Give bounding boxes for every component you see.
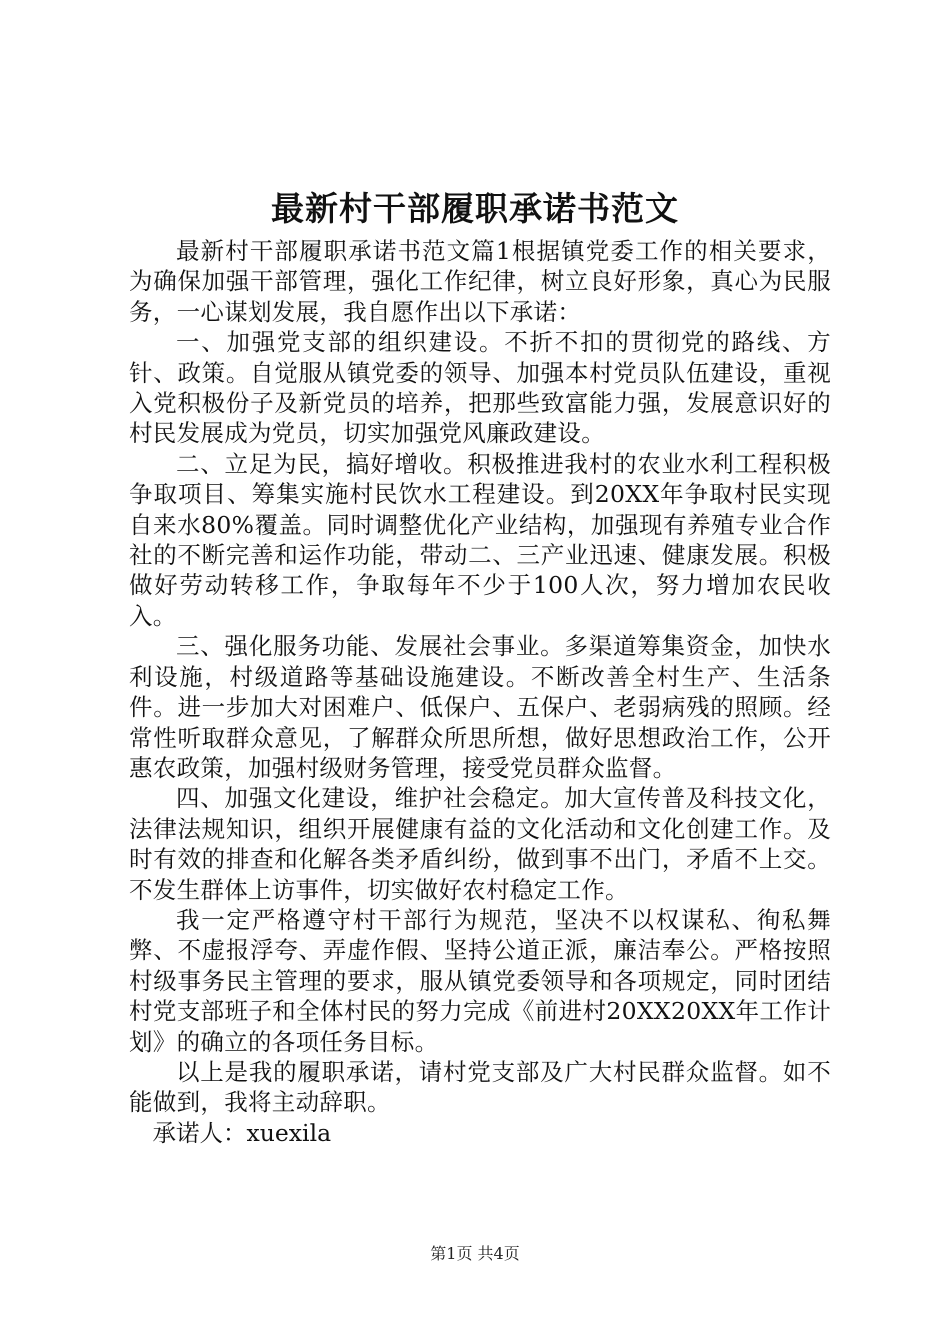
paragraph-item-4: 四、加强文化建设，维护社会稳定。加大宣传普及科技文化，法律法规知识，组织开展健康有益的文化活动和文化创建工作。及时有效的排查和化解各类矛盾纠纷，做到事不出门，矛盾不上交。不发生群体上访事件，切实做好农村稳定工作。 xyxy=(129,784,831,904)
paragraph-item-2: 二、立足为民，搞好增收。积极推进我村的农业水利工程积极争取项目、筹集实施村民饮水工程建设。到20XX年争取村民实现自来水80%覆盖。同时调整优化产业结构，加强现有养殖专业合作社的不断完善和运作功能，带动二、三产业迅速、健康发展。积极做好劳动转移工作，争取每年不少于100人次，努力增加农民收入。 xyxy=(129,449,831,630)
document-body xyxy=(129,236,831,1148)
document-title: 最新村干部履职承诺书范文 xyxy=(271,189,679,228)
paragraph-intro: 最新村干部履职承诺书范文篇1根据镇党委工作的相关要求，为确保加强干部管理，强化工作纪律，树立良好形象，真心为民服务，一心谋划发展，我自愿作出以下承诺： xyxy=(129,237,831,326)
paragraph-item-1: 一、加强党支部的组织建设。不折不扣的贯彻党的路线、方针、政策。自觉服从镇党委的领导、加强本村党员队伍建设，重视入党积极份子及新党员的培养，把那些致富能力强，发展意识好的村民发展成为党员，切实加强党风廉政建设。 xyxy=(129,328,831,448)
paragraph-item-3: 三、强化服务功能、发展社会事业。多渠道筹集资金，加快水利设施，村级道路等基础设施建设。不断改善全村生产、生活条件。进一步加大对困难户、低保户、五保户、老弱病残的照顾。经常性听取群众意见，了解群众所思所想，做好思想政治工作，公开惠农政策，加强村级财务管理，接受党员群众监督。 xyxy=(129,632,831,782)
page-indicator: 第1页 共4页 xyxy=(430,1244,520,1263)
paragraph-pledge: 我一定严格遵守村干部行为规范，坚决不以权谋私、徇私舞弊、不虚报浮夸、弄虚作假、坚持公道正派，廉洁奉公。严格按照村级事务民主管理的要求，服从镇党委领导和各项规定，同时团结村党支部班子和全体村民的努力完成《前进村20XX20XX年工作计划》的确立的各项任务目标。 xyxy=(129,905,831,1056)
signature-line: 承诺人：xuexila xyxy=(152,1118,332,1147)
paragraph-closing: 以上是我的履职承诺，请村党支部及广大村民群众监督。如不能做到，我将主动辞职。 xyxy=(129,1057,831,1117)
